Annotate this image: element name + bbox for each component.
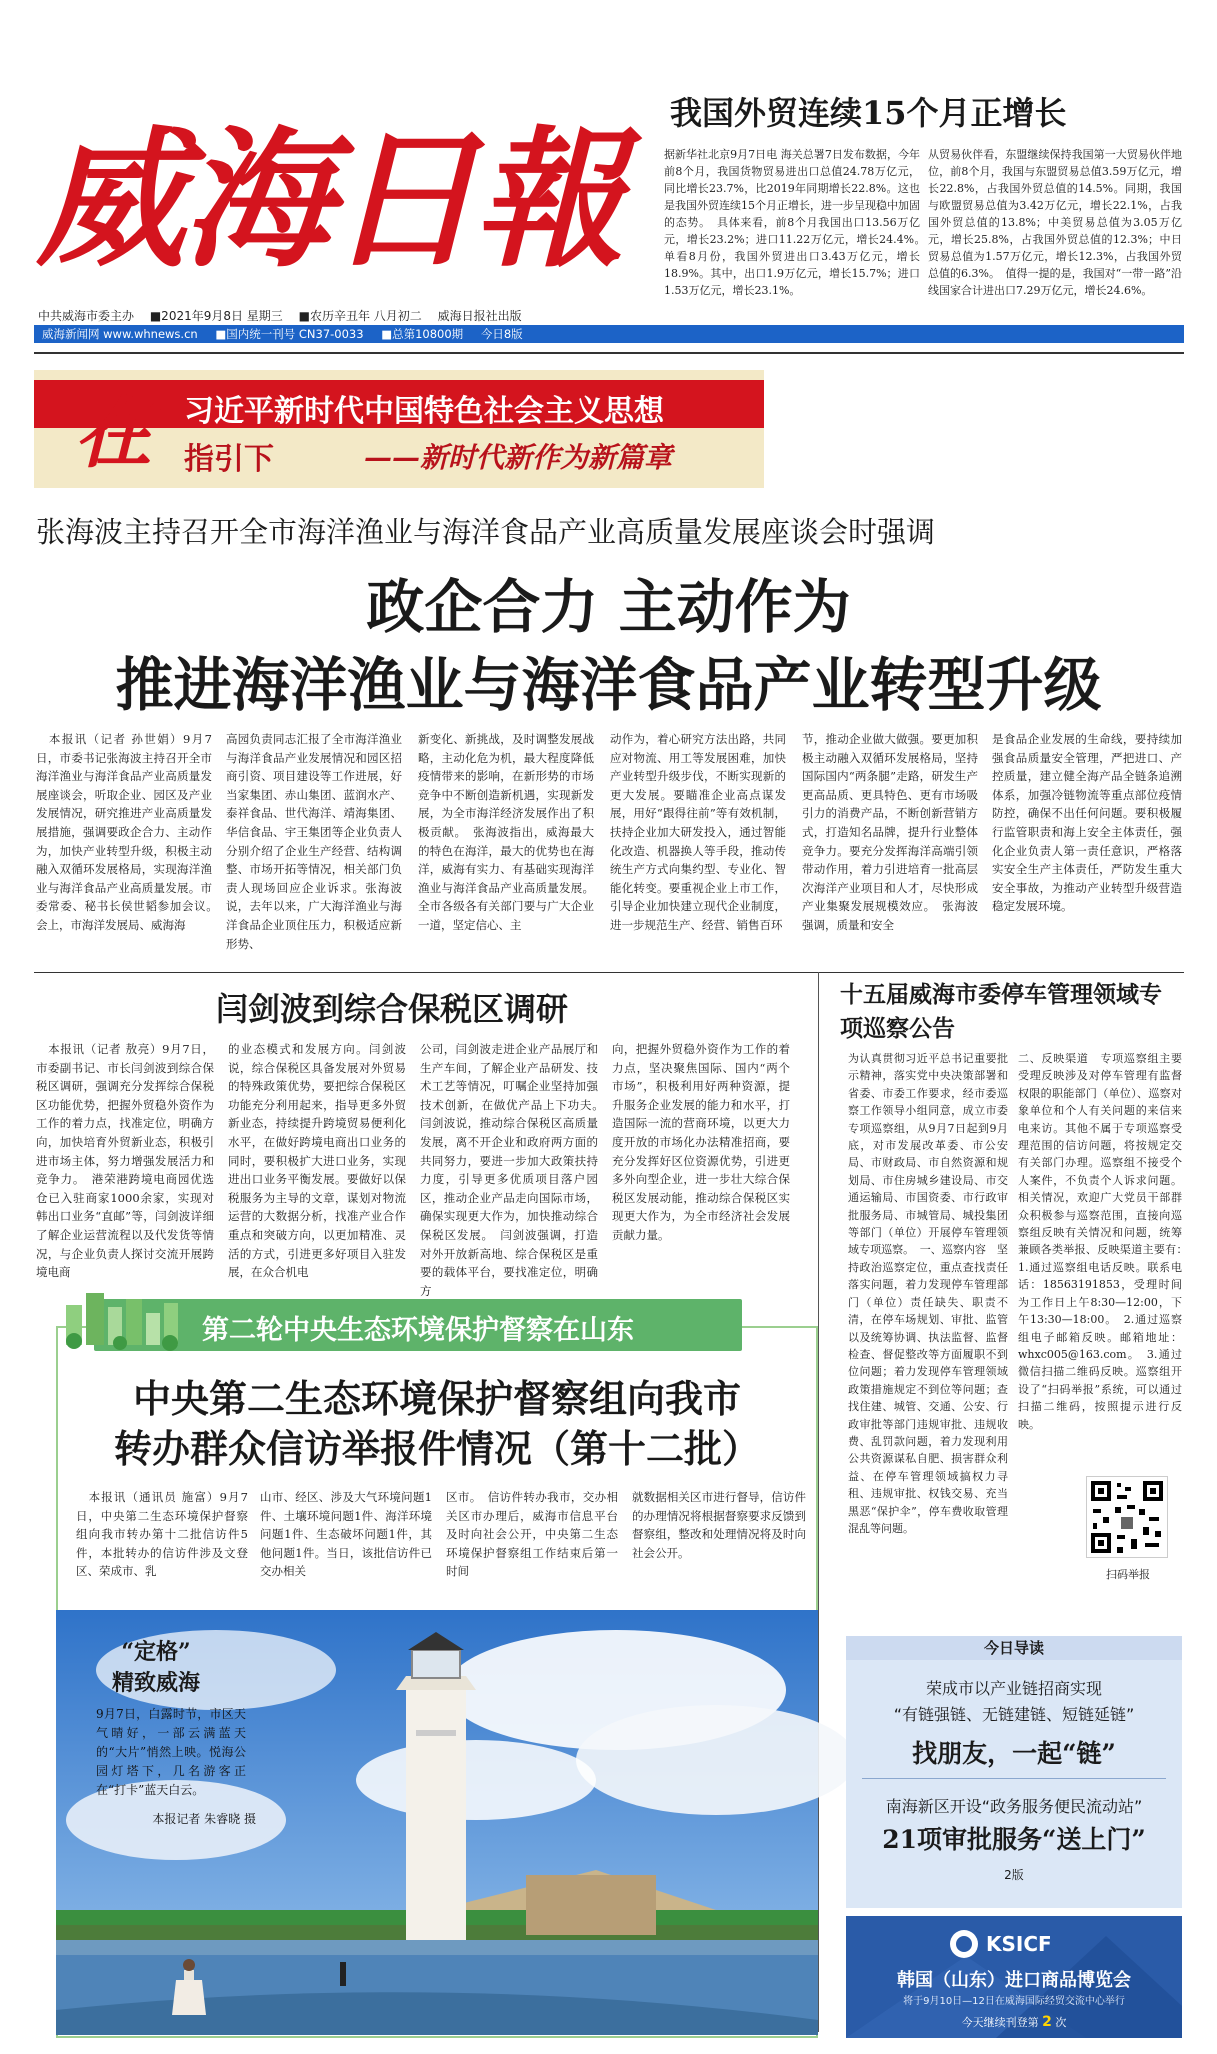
photo-caption: 9月7日，白露时节，市区天气晴好，一部云满蓝天的“大片”悄然上映。悦海公园灯塔下，几名游客正在“打卡”蓝天白云。: [96, 1707, 246, 1797]
story2-column-3: 公司，闫剑波走进企业产品展厅和生产车间，了解企业产品研发、技术工艺等情况，叮嘱企业坚持加强技术创新，在做优产品上下功夫。 闫剑波说，推动综合保税区高质量发展，离不开企业和政府两方面的共同努力，要进一步加大政策扶持力度，引导更多优质项目落户园区，推动企业产品走向国际市场，确保实现更大作为，加快推动综合保税区发展。 闫剑波强调，打造对外开放新高地、综合保税区是重要的载体平台，要找准定位，明确方: [420, 1042, 610, 1298]
info-bar: [34, 325, 1184, 343]
masthead-title: 威海日報: [36, 112, 621, 288]
lead-column-4: 动作为，着心研究方法出路，共同应对物流、用工等发展困难，加快产业转型升级步伐，不断实现新的更大发展。要瞄准企业高点谋发展，用好“跟得往前”等有效机制，扶持企业加大研发投入，通过智能化改造、机器换人等手段，推动传统生产方式向集约型、专业化、智能化转变。要重视企业上市工作，引导企业加快建立现代企业制度，进一步规范生产、经营、销售百环: [610, 732, 786, 932]
guide-header: 今日导读: [846, 1636, 1182, 1660]
banner-zai-glyph: 在: [74, 388, 153, 479]
guide-title-1[interactable]: 找朋友，一起“链”: [912, 1739, 1116, 1768]
expo-logo: KSICF: [986, 1932, 1052, 1956]
vertical-divider: [818, 972, 819, 2032]
story2-headline: 闫剑波到综合保税区调研: [216, 990, 569, 1028]
cn-number: ■国内统一刊号 CN37-0033: [215, 327, 364, 341]
eco-column-2: 山市、经区、涉及大气环境问题1件、土壤环境问题1件、海洋环境问题1件、生态破坏问题1件，其他问题1件。当日，该批信访件已交办相关: [260, 1490, 432, 1579]
notice-column-2: 二、反映渠道 专项巡察组主要受理反映涉及对停车管理有监督权限的职能部门（单位）、巡察对象单位和个人有关问题的来信来电来访。其他不属于专项巡察受理范围的信访问题，将按规定交有关部门办理。巡察组不接受个人案件，不负责个人诉求问题。相关情况，欢迎广大党员干部群众积极参与巡察范围，直接向巡察组反映有关情况和问题，统筹兼顾各类举报、反映渠道主要有： 1.通过巡察组电话反映。联系电话：18563191853，受理时间为工作日上午8:30—12:00，下午13:30—18:00。 2.通过巡察组电子邮箱反映。邮箱地址：whxc005@163.com。 3.通过微信扫描二维码反映。巡察组开设了“扫码举报”系统，可以通过扫描二维码，按照提示进行反映。: [1018, 1052, 1193, 1431]
expo-note: [846, 2014, 1182, 2030]
guide-page-ref[interactable]: 2版: [1004, 1868, 1024, 1882]
page-count: 今日8版: [480, 327, 523, 341]
eco-banner: [94, 1299, 742, 1351]
photo-title-2: 精致威海: [111, 1670, 200, 1696]
guide-kicker-1: 荣成市以产业链招商实现: [925, 1679, 1102, 1698]
qr-code[interactable]: [1086, 1476, 1168, 1558]
photo-title-1: “定格”: [121, 1639, 191, 1665]
eco-column-4: 就数据相关区市进行督导，信访件的办理情况将根据督察要求反馈到督察组，整改和处理情况将及时向社会公开。: [632, 1490, 806, 1560]
publisher: 中共威海市委主办: [38, 309, 135, 323]
issue-date: ■2021年9月8日 星期三: [149, 309, 283, 323]
issue-number: ■总第10800期: [381, 327, 464, 341]
lead-kicker: 张海波主持召开全市海洋渔业与海洋食品产业高质量发展座谈会时强调: [36, 515, 936, 549]
masthead-info: [38, 307, 628, 324]
banner-line-2: 指引下: [184, 442, 274, 477]
divider: [34, 972, 1184, 973]
expo-note-text: 今天继续刊登第: [961, 2016, 1039, 2029]
eco-column-1: 本报讯（通讯员 施富）9月7日，中央第二生态环境保护督察组向我市转办第十二批信访件5件，本批转办的信访件涉及文登区、荣成市、乳: [76, 1490, 248, 1579]
guide-kicker-2: 南海新区开设“政务服务便民流动站”: [885, 1797, 1143, 1816]
trade-headline: 我国外贸连续15个月正增长: [670, 94, 1067, 132]
guide-title-2[interactable]: 21项审批服务“送上门”: [882, 1825, 1146, 1854]
lead-title-2: 推进海洋渔业与海洋食品产业转型升级: [115, 651, 1102, 719]
lead-title-1: 政企合力 主动作为: [366, 573, 851, 641]
expo-advertisement[interactable]: [846, 1916, 1182, 2038]
story2-column-2: 的业态模式和发展方向。闫剑波说，综合保税区具备发展对外贸易的特殊政策优势，要把综合保税区功能充分利用起来，指导更多外贸新业态，持续提升跨境贸易便利化水平，在做好跨境电商出口业务的同时，要积极扩大进口业务，实现进出口业务平衡发展。要做好以保税服务为主导的文章，谋划对物流运营的大数据分析，找准产业合作重点和突破方向，以更加精准、灵活的方式，引进更多好项目入驻发展，在众合机电: [228, 1042, 406, 1280]
divider: [34, 352, 1184, 354]
trade-column-2: 从贸易伙伴看，东盟继续保持我国第一大贸易伙伴地位，前8个月，我国与东盟贸易总值3.59万亿元，增长22.8%，占我国外贸总值的14.5%。同期，我国与欧盟贸易总值为3.42万亿元，增长22.1%，占我国外贸总值的13.8%；中美贸易总值为3.05万亿元，增长25.8%，占我国外贸总值的12.3%；中日贸易总值为1.57万亿元，增长12.3%，占我国外贸总值的6.3%。 值得一提的是，我国对“一带一路”沿线国家合计进出口7.29万亿元，增长24.6%。: [928, 148, 1182, 297]
eco-title-2: 转办群众信访举报件情况（第十二批）: [113, 1426, 760, 1471]
banner-line-3: ——新时代新作为新篇章: [364, 441, 673, 474]
lighthouse-photo: [56, 1610, 818, 2035]
divider: [862, 1778, 1166, 1779]
expo-note-number: 2: [1042, 2014, 1052, 2030]
story2-column-1: 本报讯（记者 敖亮）9月7日，市委副书记、市长闫剑波到综合保税区调研，强调充分发挥综合保税区功能优势，把握外贸稳外资作为工作的着力点，找准定位，明确方向，加快培育外贸新业态，积极引进市场主体，努力增强发展活力和竞争力。 港荣港跨境电商园优选仓已入驻商家1000余家，实现对韩出口业务“直邮”等，闫剑波详细了解企业运营流程以及代发货等情况，与企业负责人探讨交流开展跨境电商: [36, 1042, 214, 1280]
lead-column-5: 节，推动企业做大做强。要更加积极主动融入双循环发展格局，坚持国际国内“两条腿”走路，研发生产更高品质、更具特色、更有市场吸引力的消费产品，不断创新营销方式，打造知名品牌，提升行业整体竞争力。要充分发挥海洋高端引领带动作用，着力引进培育一批高层次海洋产业项目和人才，尽快形成产业集聚发展规模效应。 张海波强调，质量和安全: [802, 732, 978, 932]
expo-dates: 将于9月10日—12日在威海国际经贸交流中心举行: [903, 1996, 1125, 2007]
expo-title: 韩国（山东）进口商品博览会: [897, 1970, 1131, 1991]
trade-column-1: 据新华社北京9月7日电 海关总署7日发布数据，今年前8个月，我国货物贸易进出口总值24.78万亿元，同比增长23.7%，比2019年同期增长22.8%。这也是我国外贸连续15个月正增长，进一步呈现稳中加固的态势。 具体来看，前8个月我国出口13.56万亿元，增长23.2%；进口11.22万亿元，增长24.4%。 单看8月份，我国外贸进出口3.43万亿元，增长18.9%。其中，出口1.9万亿元，增长15.7%；进口1.53万亿元，增长23.1%。: [664, 148, 931, 297]
banner-line-1: 习近平新时代中国特色社会主义思想: [184, 394, 664, 429]
website-link[interactable]: 威海新闻网 www.whnews.cn: [42, 327, 198, 341]
story2-column-4: 向，把握外贸稳外资作为工作的着力点，坚决聚焦国际、国内“两个市场”，积极利用好两种资源，提升服务企业发展的能力和水平，打造国际一流的营商环境，以更大力度开放的市场化办法精准招商，要充分发挥好区位资源优势，引进更多外向型企业，进一步壮大综合保税区发展动能，推动综合保税区实现更大作为，为全市经济社会发展贡献力量。: [612, 1042, 790, 1242]
lead-column-3: 新变化、新挑战，及时调整发展战略，主动化危为机，最大程度降低疫情带来的影响，在新形势的市场竞争中不断创造新机遇，实现新发展，为全市海洋经济发展作出了积极贡献。 张海波指出，威海最大的特色在海洋，最大的优势也在海洋，威海有实力、有基础实现海洋渔业与海洋食品产业高质量发展。全市各级各有关部门要与广大企业一道，坚定信心、主: [418, 732, 594, 932]
xi-thought-banner: [34, 370, 764, 488]
eco-banner-text: 第二轮中央生态环境保护督察在山东: [202, 1315, 634, 1346]
eco-title-1: 中央第二生态环境保护督察组向我市: [132, 1376, 741, 1421]
eco-column-3: 区市。 信访件转办我市，交办相关区市办理后，威海市信息平台及时向社会公开，中央第二生态环境保护督察组工作结束后第一时间: [446, 1490, 618, 1579]
qr-code-image: [1087, 1477, 1167, 1557]
qr-label: 扫码举报: [1106, 1568, 1150, 1581]
lead-column-2: 高园负责同志汇报了全市海洋渔业与海洋食品产业发展情况和园区招商引资、项目建设等工作进展，好当家集团、赤山集团、蓝润水产、泰祥食品、世代海洋、靖海集团、华信食品、宇王集团等企业负责人分别介绍了企业生产经营、结构调整、市场开拓等情况，相关部门负责人现场回应企业诉求。张海波说，去年以来，广大海洋渔业与海洋食品企业顶住压力，积极适应新形势、: [226, 732, 402, 951]
press: 威海日报社出版: [437, 309, 522, 323]
lunar-date: ■农历辛丑年 八月初二: [298, 309, 422, 323]
city-skyline-icon: [60, 1285, 190, 1349]
expo-note-suffix: 次: [1055, 2016, 1067, 2029]
notice-column-1: 为认真贯彻习近平总书记重要批示精神，落实党中央决策部署和省委、市委工作要求，经市委巡察工作领导小组同意，成立市委专项巡察组，从9月7日起到9月底，对市发展改革委、市公安局、市财政局、市自然资源和规划局、市住房城乡建设局、市交通运输局、市国资委、市行政审批服务局、市城管局、城投集团等部门（单位）开展停车管理领域专项巡察。 一、巡察内容 坚持政治巡察定位，重点查找责任落实问题，着力发现停车管理部门（单位）责任缺失、职责不清，在停车场规划、审批、监管以及统筹协调、执法监督、监督检查、督促整改等方面履职不到位问题；着力发现停车管理领域政策措施规定不到位等问题；查找住建、城管、交通、公安、行政审批等部门违规审批、违规收费、乱罚款问题，着力发现利用公共资源谋私自肥、损害群众利益、在停车管理领域搞权力寻租、违规审批、权钱交易、充当黑恶“保护伞”，停车费收取管理混乱等问题。: [848, 1052, 1008, 1535]
photo-credit: 本报记者 朱睿晓 摄: [152, 1812, 256, 1826]
lead-column-6: 是食品企业发展的生命线，要持续加强食品质量安全管理，严把进口、产控质量，建立健全海产品全链条追溯体系，加强冷链物流等重点部位疫情防控，确保不出任何问题。要积极履行监管职责和海上安全主体责任，强化企业负责人第一责任意识，严格落实安全生产主体责任，严防发生重大安全事故，为推动产业转型升级营造稳定发展环境。: [992, 732, 1182, 914]
guide-kicker-1b: “有链强链、无链建链、短链延链”: [893, 1705, 1135, 1724]
notice-headline: 十五届威海市委停车管理领域专项巡察公告: [840, 981, 1162, 1042]
photo-title-box: [96, 1635, 216, 1697]
lead-column-1: 本报讯（记者 孙世娟）9月7日，市委书记张海波主持召开全市海洋渔业与海洋食品产业高质量发展座谈会，听取企业、园区及产业发展情况，研究推进产业高质量发展措施，强调要政企合力、主动作为，加快产业转型升级，积极主动融入双循环发展格局，实现海洋渔业与海洋食品产业高质量发展。市委常委、秘书长侯世韬参加会议。 会上，市海洋发展局、威海海: [36, 732, 224, 932]
